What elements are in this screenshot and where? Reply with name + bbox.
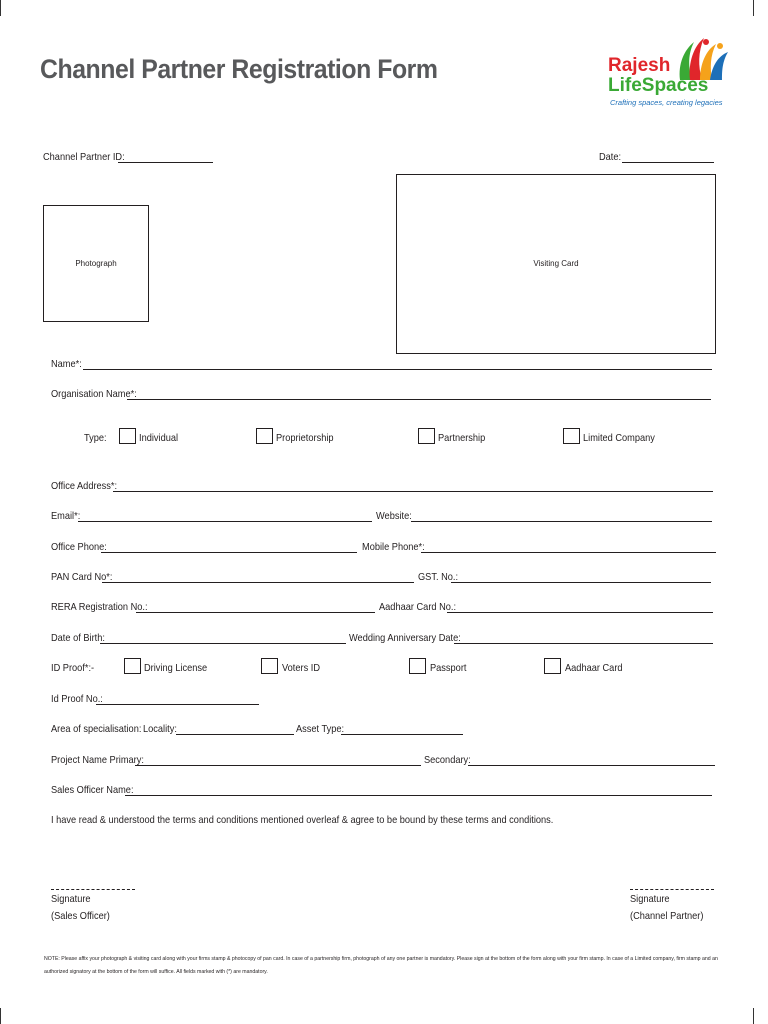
sales-officer-signature-label: Signature — [51, 893, 91, 905]
logo-flame-icon — [676, 36, 730, 80]
secondary-field[interactable] — [468, 765, 715, 766]
logo-tagline: Crafting spaces, creating legacies — [610, 98, 723, 107]
project-primary-label: Project Name Primary: — [51, 754, 144, 766]
asset-type-field[interactable] — [341, 734, 463, 735]
date-label: Date: — [599, 151, 622, 163]
id-aadhaar-card-label: Aadhaar Card — [565, 662, 623, 674]
visiting-card-box — [396, 174, 716, 354]
name-label: Name*: — [51, 358, 82, 370]
website-label: Website: — [376, 510, 412, 522]
sales-officer-signature-line[interactable] — [51, 889, 135, 890]
organisation-label: Organisation Name*: — [51, 388, 137, 400]
logo-word-rajesh: Rajesh — [608, 55, 671, 76]
office-address-label: Office Address*: — [51, 480, 118, 492]
asset-type-label: Asset Type: — [296, 723, 345, 735]
mobile-phone-field[interactable] — [421, 552, 716, 553]
sales-officer-signature-role: (Sales Officer) — [51, 910, 110, 922]
channel-partner-signature-line[interactable] — [630, 889, 714, 890]
sales-officer-label: Sales Officer Name: — [51, 784, 134, 796]
id-passport-label: Passport — [430, 662, 467, 674]
type-individual-checkbox[interactable] — [119, 428, 136, 444]
declaration-text: I have read & understood the terms and conditions mentioned overleaf & agree to be bound by these terms and conditions. — [51, 814, 554, 826]
locality-label: Locality: — [143, 723, 177, 735]
visiting-card-label: Visiting Card — [533, 259, 579, 268]
rera-label: RERA Registration No.: — [51, 601, 148, 613]
date-field[interactable] — [622, 162, 714, 163]
id-proof-no-field[interactable] — [96, 704, 259, 705]
website-field[interactable] — [411, 521, 712, 522]
locality-field[interactable] — [176, 734, 294, 735]
name-field[interactable] — [83, 369, 712, 370]
id-aadhaar-card-checkbox[interactable] — [544, 658, 561, 674]
anniversary-label: Wedding Anniversary Date: — [349, 632, 461, 644]
secondary-label: Secondary: — [424, 754, 471, 766]
crop-mark-bottom-right — [753, 1008, 754, 1024]
company-logo — [608, 36, 733, 112]
anniversary-field[interactable] — [454, 643, 713, 644]
type-label: Type: — [84, 432, 107, 444]
channel-partner-signature-role: (Channel Partner) — [630, 910, 704, 922]
dob-label: Date of Birth: — [51, 632, 105, 644]
office-phone-label: Office Phone: — [51, 541, 107, 553]
pan-label: PAN Card No*: — [51, 571, 113, 583]
footer-note: NOTE: Please affix your photograph & visiting card along with your firms stamp & photocopy of pan card. In case of a partnership firm, photograph of any one partner is mandatory. Please sign at the bottom of the form along with your firm stamp. In case of a Limited company, firm stamp and an authorized signatory at the bottom of the form will suffice. All fields marked with (*) are mandatory. — [44, 956, 718, 975]
id-proof-label: ID Proof*:- — [51, 662, 95, 674]
logo-word-lifespaces: LifeSpaces — [608, 75, 709, 96]
crop-mark-bottom-left — [0, 1008, 1, 1024]
sales-officer-field[interactable] — [125, 795, 712, 796]
office-phone-field[interactable] — [101, 552, 357, 553]
rera-field[interactable] — [136, 612, 375, 613]
project-primary-field[interactable] — [135, 765, 421, 766]
aadhaar-no-field[interactable] — [447, 612, 713, 613]
type-individual-label: Individual — [139, 432, 179, 444]
channel-partner-signature-label: Signature — [630, 893, 670, 905]
gst-field[interactable] — [451, 582, 711, 583]
partner-id-label: Channel Partner ID: — [43, 151, 125, 163]
photograph-label: Photograph — [75, 259, 117, 268]
type-limited-company-label: Limited Company — [583, 432, 655, 444]
crop-mark-top-right — [753, 0, 754, 16]
pan-field[interactable] — [102, 582, 414, 583]
type-proprietorship-label: Proprietorship — [276, 432, 334, 444]
mobile-phone-label: Mobile Phone*: — [362, 541, 425, 553]
area-label: Area of specialisation: — [51, 723, 142, 735]
id-voters-id-label: Voters ID — [282, 662, 321, 674]
id-driving-license-label: Driving License — [144, 662, 208, 674]
email-label: Email*: — [51, 510, 81, 522]
office-address-field[interactable] — [113, 491, 713, 492]
form-title: Channel Partner Registration Form — [40, 54, 438, 84]
type-partnership-label: Partnership — [438, 432, 486, 444]
id-driving-license-checkbox[interactable] — [124, 658, 141, 674]
photograph-box — [43, 205, 149, 322]
aadhaar-no-label: Aadhaar Card No.: — [379, 601, 457, 613]
id-passport-checkbox[interactable] — [409, 658, 426, 674]
email-field[interactable] — [78, 521, 372, 522]
crop-mark-top-left — [0, 0, 1, 16]
type-partnership-checkbox[interactable] — [418, 428, 435, 444]
dob-field[interactable] — [100, 643, 346, 644]
id-voters-id-checkbox[interactable] — [261, 658, 278, 674]
partner-id-field[interactable] — [118, 162, 213, 163]
id-proof-no-label: Id Proof No.: — [51, 693, 103, 705]
type-limited-company-checkbox[interactable] — [563, 428, 580, 444]
organisation-field[interactable] — [127, 399, 711, 400]
type-proprietorship-checkbox[interactable] — [256, 428, 273, 444]
gst-label: GST. No.: — [418, 571, 459, 583]
